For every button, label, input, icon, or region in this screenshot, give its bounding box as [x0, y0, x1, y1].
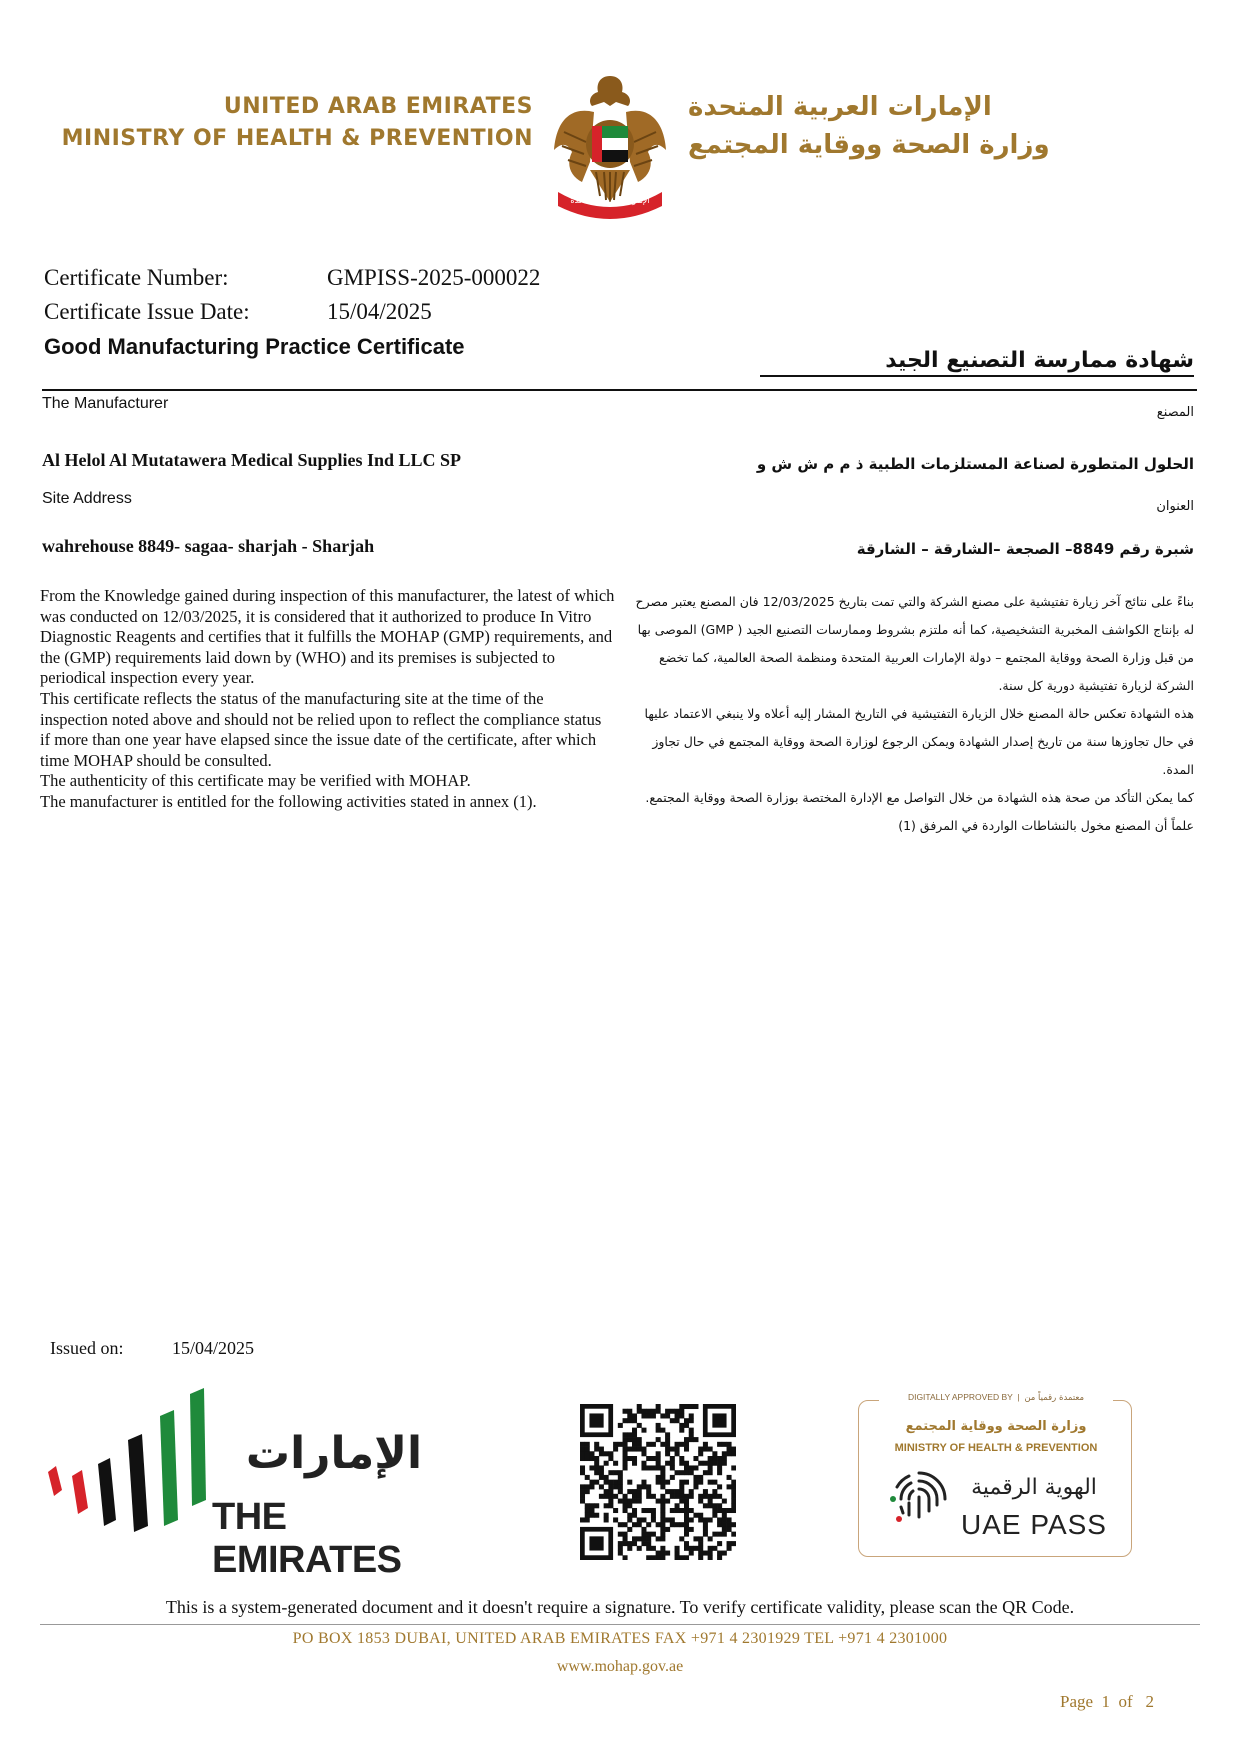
emblem-ribbon-text: الإمارات العربية المتحدة	[570, 196, 650, 205]
fingerprint-icon	[887, 1467, 951, 1531]
certificate-issue-date-label: Certificate Issue Date:	[44, 299, 250, 324]
uae-pass-id-en: UAE PASS	[961, 1509, 1107, 1540]
certificate-title-ar: شهادة ممارسة التصنيع الجيد	[760, 348, 1194, 377]
manufacturer-label-en: The Manufacturer	[42, 395, 169, 412]
page-current: 1	[1101, 1692, 1111, 1711]
header-ar-line2: وزارة الصحة ووقاية المجتمع	[688, 130, 1050, 160]
certificate-number-label: Certificate Number:	[44, 265, 229, 290]
the-emirates-en: THE EMIRATES	[212, 1496, 402, 1581]
issued-on-date: 15/04/2025	[172, 1338, 255, 1358]
uae-pass-top-en: DIGITALLY APPROVED BY	[907, 1392, 1013, 1402]
emirates-stripes-icon	[46, 1380, 226, 1550]
footer-divider	[40, 1624, 1200, 1625]
manufacturer-name-ar: الحلول المتطورة لصناعة المستلزمات الطبية ذ م م ش ش و	[756, 455, 1194, 473]
body-ar-paragraph: هذه الشهادة تعكس حالة المصنع خلال الزيارة التفتيشية في التاريخ المشار إليه أعلاه ولا ينبغي الاعتماد عليها في حال تجاوزها سنة من تاريخ إصدار الشهادة ويمكن الرجوع لوزارة الصحة ووقاية المجتمع في حال تجاوز المدة.	[644, 706, 1194, 777]
the-emirates-ar: الإمارات	[245, 1428, 423, 1479]
uae-emblem	[550, 72, 670, 222]
body-ar-paragraph: علماً أن المصنع مخول بالنشاطات الواردة في المرفق (1)	[898, 818, 1194, 833]
page-total: 2	[1145, 1692, 1154, 1711]
certificate-issue-date: 15/04/2025	[327, 299, 432, 324]
page-indicator	[1060, 1692, 1154, 1712]
uae-pass-ministry-ar: وزارة الصحة ووقاية المجتمع	[905, 1419, 1087, 1434]
site-address-en: wahrehouse 8849- sagaa- sharjah - Sharjah	[42, 536, 375, 556]
site-label-en: Site Address	[42, 490, 132, 507]
certificate-title-en: Good Manufacturing Practice Certificate	[44, 334, 465, 359]
body-ar-paragraph: كما يمكن التأكد من صحة هذه الشهادة من خلال التواصل مع الإدارة المختصة بوزارة الصحة ووقاية المجتمع.	[645, 790, 1194, 805]
body-ar-paragraph: بناءً على نتائج آخر زيارة تفتيشية على مصنع الشركة والتي تمت بتاريخ 12/03/2025 فان المصنع يعتبر مصرح له بإنتاج الكواشف المخبرية التشخيصية، كما أنه ملتزم بشروط وممارسات التصنيع الجيد ( GMP) الموصى بها من قبل وزارة الصحة ووقاية المجتمع – دولة الإمارات العربية المتحدة ومنظمة الصحة العالمية، كما تخضع الشركة لزيارة تفتيشية دورية كل سنة.	[635, 594, 1194, 693]
page-of: of	[1118, 1692, 1133, 1711]
certificate-number: GMPISS-2025-000022	[327, 265, 541, 290]
manufacturer-label-ar: المصنع	[1156, 405, 1194, 420]
body-en-paragraph: The authenticity of this certificate may be verified with MOHAP.	[40, 771, 471, 791]
uae-pass-id-ar: الهوية الرقمية	[971, 1475, 1097, 1500]
uae-pass-ministry-en: MINISTRY OF HEALTH & PREVENTION	[894, 1442, 1098, 1454]
body-text-en	[40, 586, 615, 813]
title-divider	[42, 389, 1197, 391]
uae-pass-top-row: DIGITALLY APPROVED BY | معتمدة رقمياً من	[879, 1392, 1113, 1403]
the-emirates-logo	[46, 1380, 466, 1581]
footer-website[interactable]: www.mohap.gov.ae	[556, 1658, 684, 1675]
body-en-paragraph: The manufacturer is entitled for the following activities stated in annex (1).	[40, 791, 537, 811]
site-label-ar: العنوان	[1156, 499, 1194, 514]
footer-notice: This is a system-generated document and it doesn't require a signature. To verify certificate validity, please scan the QR Code.	[165, 1597, 1075, 1617]
body-en-paragraph: This certificate reflects the status of the manufacturing site at the time of the inspection noted above and should not be relied upon to reflect the compliance status if more than one year have elapsed since the issue date of the certificate, after which time MOHAP should be consulted.	[40, 688, 602, 770]
qr-code[interactable]	[580, 1404, 736, 1560]
issued-on-label: Issued on:	[50, 1338, 124, 1358]
header-en-line1: UNITED ARAB EMIRATES	[223, 94, 533, 119]
qr-code-icon[interactable]	[580, 1404, 736, 1560]
uae-pass-badge	[858, 1392, 1132, 1557]
body-en-paragraph: From the Knowledge gained during inspection of this manufacturer, the latest of which was conducted on 12/03/2025, it is considered that it authorized to produce In Vitro Diagnostic Reagents and certifies that it fulfills the MOHAP (GMP) requirements, and the (GMP) requirements laid down by (WHO) and its premises is subjected to periodical inspection every year.	[40, 586, 615, 688]
manufacturer-name-en: Al Helol Al Mutatawera Medical Supplies Ind LLC SP	[42, 450, 462, 470]
site-address-ar: شبرة رقم 8849– الصجعة –الشارقة – الشارقة	[856, 540, 1194, 558]
body-text-ar	[630, 588, 1194, 840]
uae-pass-top-ar: معتمدة رقمياً من	[1024, 1393, 1085, 1403]
header-ar-line1: الإمارات العربية المتحدة	[688, 92, 992, 122]
footer-address: PO BOX 1853 DUBAI, UNITED ARAB EMIRATES FAX +971 4 2301929 TEL +971 4 2301000	[292, 1630, 948, 1647]
header-en-line2: MINISTRY OF HEALTH & PREVENTION	[61, 126, 533, 151]
page-label: Page	[1060, 1692, 1094, 1711]
